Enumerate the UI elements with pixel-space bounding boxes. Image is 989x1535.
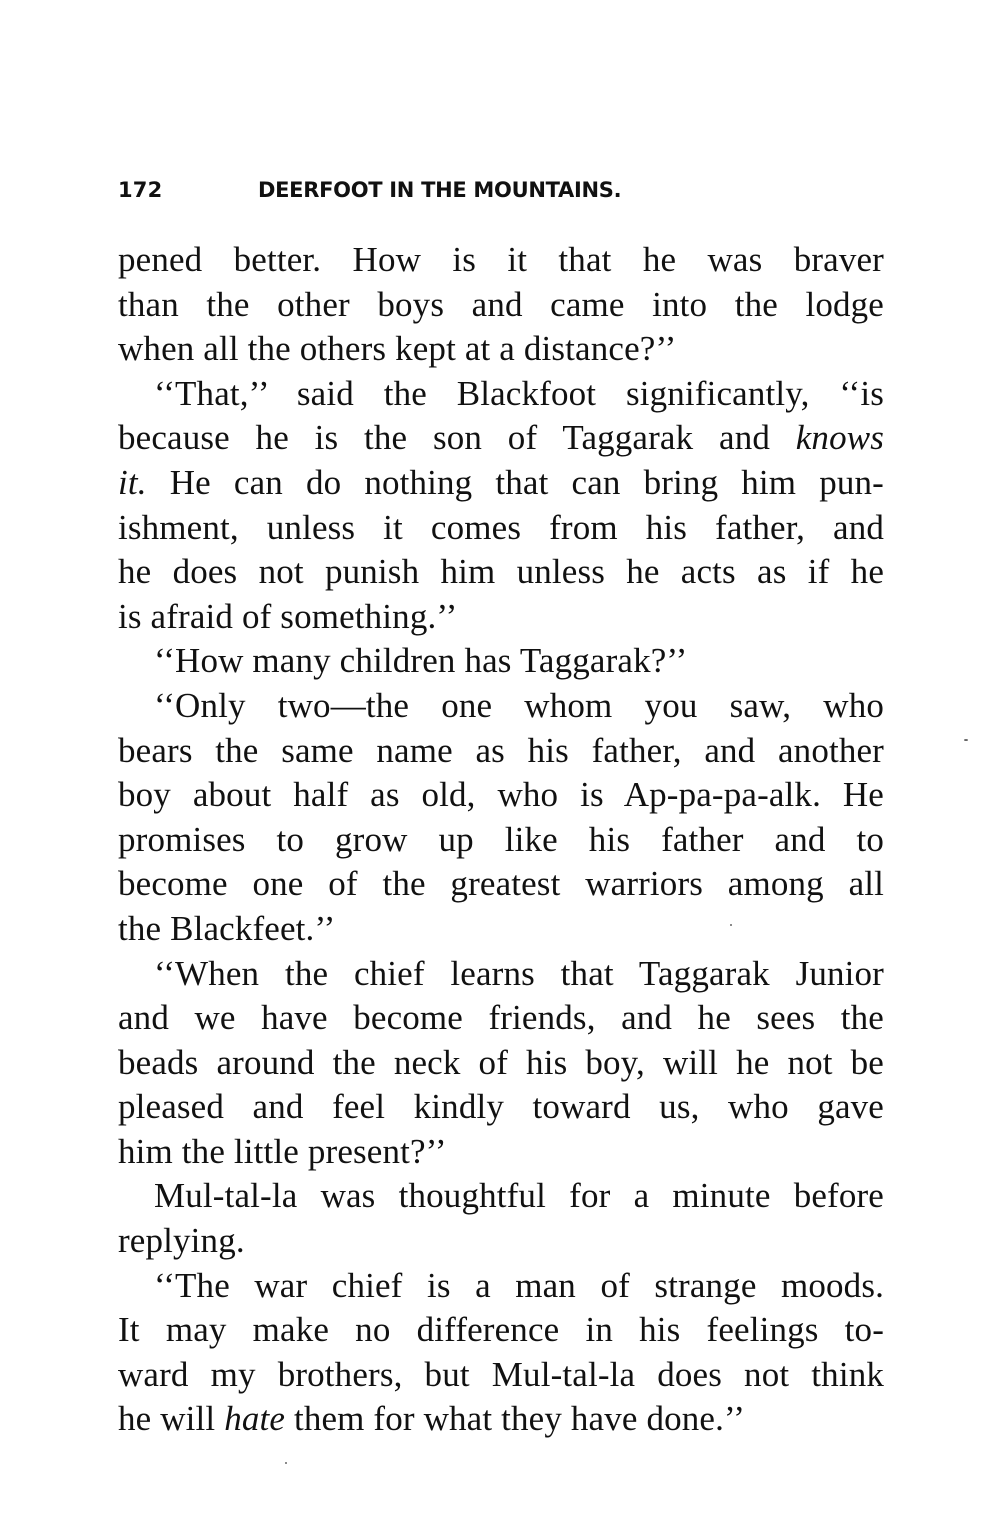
text-line: pened better. How is it that he was braver <box>118 240 884 279</box>
text-line: than the other boys and came into the lodge <box>118 284 884 324</box>
text-line: ‘‘When the chief learns that Taggarak Junior <box>154 953 884 993</box>
text-line: he does not punish him unless he acts as if he <box>118 552 884 592</box>
text-line: the Blackfeet.’’ <box>118 908 336 948</box>
italic-emphasis: hate <box>224 1399 286 1439</box>
running-title: DEERFOOT IN THE MOUNTAINS. <box>258 178 622 202</box>
text-line: replying. <box>118 1221 245 1261</box>
text-line: he will hate them for what they have done.’’ <box>118 1399 746 1439</box>
scan-speck <box>964 739 968 741</box>
text-line: beads around the neck of his boy, will he not be <box>118 1042 884 1082</box>
text-line: ward my brothers, but Mul-tal-la does not think <box>118 1354 884 1394</box>
text-line: become one of the greatest warriors among all <box>118 864 884 904</box>
text-line: ‘‘The war chief is a man of strange moods. <box>154 1265 884 1305</box>
text-line: it. He can do nothing that can bring him pun- <box>118 462 884 502</box>
body-text <box>118 238 884 1442</box>
italic-emphasis: knows <box>795 418 884 458</box>
italic-emphasis: it. <box>118 462 147 502</box>
text-line: It may make no difference in his feelings to- <box>118 1310 884 1350</box>
text-line: and we have become friends, and he sees the <box>118 998 884 1038</box>
text-line: is afraid of something.’’ <box>118 596 458 636</box>
text-line: pleased and feel kindly toward us, who gave <box>118 1087 884 1127</box>
text-line: ‘‘That,’’ said the Blackfoot significantly, ‘‘is <box>154 373 884 413</box>
text-line: ‘‘How many children has Taggarak?’’ <box>154 641 688 681</box>
text-line: bears the same name as his father, and another <box>118 730 884 770</box>
text-line: when all the others kept at a distance?’’ <box>118 329 677 369</box>
running-head <box>118 178 888 214</box>
text-line: because he is the son of Taggarak and knows <box>118 418 884 458</box>
scan-speck <box>730 924 732 926</box>
text-line: boy about half as old, who is Ap-pa-pa-alk. He <box>118 775 884 815</box>
text-line: ishment, unless it comes from his father, and <box>118 507 884 547</box>
text-line: ‘‘Only two—the one whom you saw, who <box>154 685 884 725</box>
text-line: Mul-tal-la was thoughtful for a minute before <box>154 1176 884 1216</box>
text-line: him the little present?’’ <box>118 1131 447 1171</box>
scan-speck <box>285 1462 287 1464</box>
text-line: promises to grow up like his father and to <box>118 819 884 859</box>
page-number: 172 <box>118 178 163 202</box>
